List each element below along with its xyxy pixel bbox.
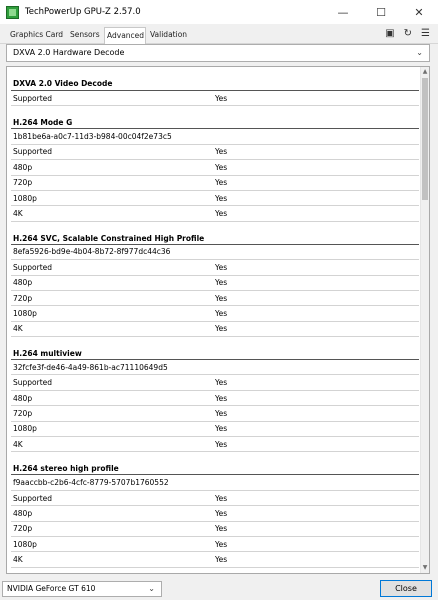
- property-value: Yes: [215, 378, 228, 388]
- window-controls: [324, 0, 438, 24]
- tab-bar: [0, 24, 438, 44]
- property-value: Yes: [215, 262, 228, 272]
- section-heading: H.264 multiview: [11, 337, 419, 360]
- property-value: Yes: [215, 393, 228, 403]
- tab-validation[interactable]: Validation: [150, 30, 188, 39]
- property-name: 1080p: [13, 193, 37, 203]
- property-name: 480p: [13, 508, 33, 518]
- list-item: [11, 276, 419, 291]
- list-item: [11, 291, 419, 306]
- scroll-down-icon[interactable]: ▼: [422, 564, 428, 571]
- property-name: 480p: [13, 162, 33, 172]
- property-value: Yes: [215, 193, 228, 203]
- list-item: [11, 391, 419, 406]
- property-value: Yes: [215, 555, 228, 565]
- close-window-button[interactable]: ✕: [414, 5, 424, 19]
- property-name: 480p: [13, 278, 33, 288]
- property-name: 480p: [13, 393, 33, 403]
- camera-icon[interactable]: ▣: [385, 28, 395, 39]
- scroll-up-icon[interactable]: ▲: [422, 68, 428, 75]
- property-value: Yes: [215, 293, 228, 303]
- section-guid: 1b81be6a-a0c7-11d3-b984-00c04f2e73c5: [11, 129, 419, 144]
- property-name: 4K: [13, 555, 23, 565]
- window-title: TechPowerUp GPU-Z 2.57.0: [25, 7, 141, 17]
- property-name: 720p: [13, 178, 33, 188]
- property-name: Supported: [13, 93, 53, 103]
- minimize-button[interactable]: —: [337, 5, 349, 19]
- property-value: Yes: [215, 93, 228, 103]
- gpuz-app-icon: [6, 6, 19, 19]
- property-value: Yes: [215, 324, 228, 334]
- menu-icon[interactable]: ☰: [421, 28, 430, 39]
- list-item: [11, 406, 419, 421]
- maximize-button[interactable]: ☐: [376, 5, 386, 19]
- property-name: 720p: [13, 293, 33, 303]
- vertical-scrollbar[interactable]: [420, 67, 429, 573]
- list-item: [11, 176, 419, 191]
- title-bar: [0, 0, 438, 24]
- toolbar-icons: [385, 27, 430, 41]
- property-value: Yes: [215, 508, 228, 518]
- tab-advanced[interactable]: Advanced: [104, 27, 146, 44]
- property-value: Yes: [215, 147, 228, 157]
- property-value: Yes: [215, 178, 228, 188]
- property-value: Yes: [215, 209, 228, 219]
- property-name: Supported: [13, 147, 53, 157]
- list-item: [11, 552, 419, 567]
- gpu-select-value: NVIDIA GeForce GT 610: [7, 584, 96, 593]
- list-item: [11, 437, 419, 452]
- property-value: Yes: [215, 162, 228, 172]
- property-value: Yes: [215, 424, 228, 434]
- section-heading: DXVA 2.0 Video Decode: [11, 67, 419, 91]
- list-item: [11, 91, 419, 106]
- category-select-value: DXVA 2.0 Hardware Decode: [13, 48, 125, 57]
- section-heading: H.264 Mode G: [11, 106, 419, 129]
- property-name: 4K: [13, 324, 23, 334]
- list-item: [11, 160, 419, 175]
- section-guid: f9aaccbb-c2b6-4cfc-8779-5707b1760552: [11, 475, 419, 490]
- property-name: 4K: [13, 439, 23, 449]
- property-value: Yes: [215, 439, 228, 449]
- tab-graphics-card[interactable]: Graphics Card: [10, 30, 64, 39]
- property-value: Yes: [215, 278, 228, 288]
- property-name: Supported: [13, 493, 53, 503]
- list-item: [11, 422, 419, 437]
- section-heading: H.264 stereo high profile: [11, 452, 419, 475]
- section-heading: H.264 SVC, Scalable Constrained High Profile: [11, 222, 419, 245]
- decode-info-content: [11, 67, 419, 568]
- property-value: Yes: [215, 524, 228, 534]
- chevron-down-icon: ⌄: [148, 584, 155, 593]
- list-item: [11, 375, 419, 390]
- property-name: 1080p: [13, 424, 37, 434]
- section-guid: 8efa5926-bd9e-4b04-8b72-8f977dc44c36: [11, 245, 419, 260]
- decode-info-list[interactable]: [6, 66, 430, 574]
- list-item: [11, 537, 419, 552]
- list-item: [11, 506, 419, 521]
- list-item: [11, 322, 419, 337]
- property-name: 1080p: [13, 539, 37, 549]
- tab-sensors[interactable]: Sensors: [70, 30, 100, 39]
- property-name: 4K: [13, 209, 23, 219]
- list-item: [11, 306, 419, 321]
- property-value: Yes: [215, 308, 228, 318]
- chevron-down-icon: ⌄: [416, 48, 423, 57]
- list-item: [11, 206, 419, 221]
- property-value: Yes: [215, 539, 228, 549]
- list-item: [11, 260, 419, 275]
- property-name: 720p: [13, 524, 33, 534]
- category-select[interactable]: [6, 44, 430, 62]
- property-value: Yes: [215, 493, 228, 503]
- property-name: Supported: [13, 378, 53, 388]
- section-guid: 32fcfe3f-de46-4a49-861b-ac71110649d5: [11, 360, 419, 375]
- refresh-icon[interactable]: ↻: [403, 28, 413, 39]
- scrollbar-thumb[interactable]: [422, 78, 428, 200]
- property-name: Supported: [13, 262, 53, 272]
- close-button[interactable]: Close: [380, 580, 432, 597]
- property-value: Yes: [215, 408, 228, 418]
- gpu-select[interactable]: [2, 581, 162, 597]
- property-name: 1080p: [13, 308, 37, 318]
- list-item: [11, 491, 419, 506]
- property-name: 720p: [13, 408, 33, 418]
- list-item: [11, 145, 419, 160]
- list-item: [11, 191, 419, 206]
- list-item: [11, 522, 419, 537]
